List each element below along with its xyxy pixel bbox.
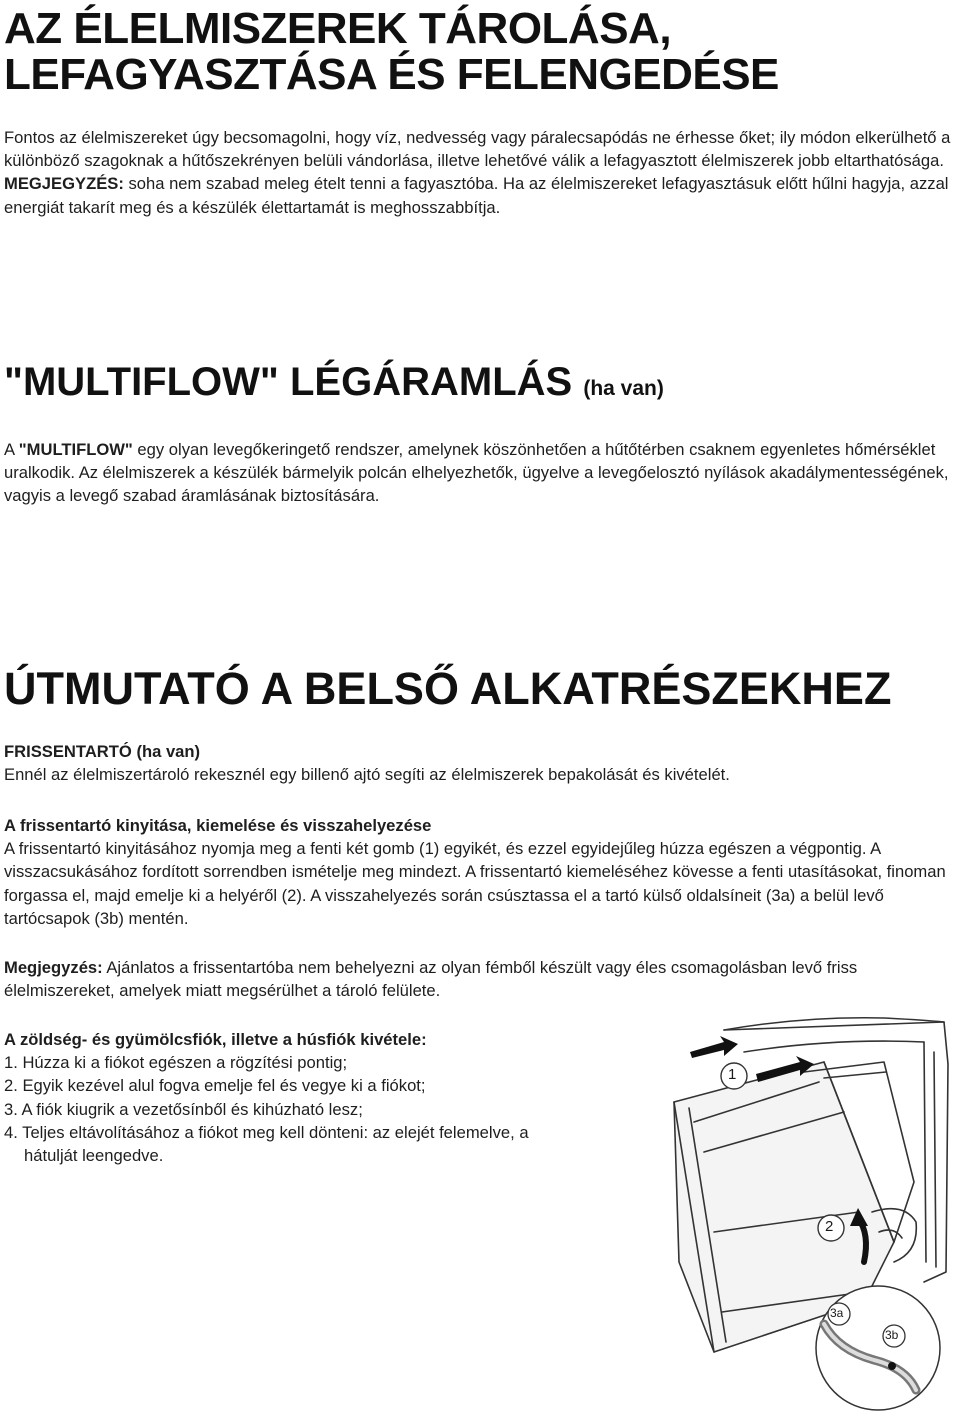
section-multiflow-heading <box>4 360 664 411</box>
list-item: 1. Húzza ki a fiókot egészen a rögzítési pontig; <box>4 1053 348 1073</box>
drawer-removal-title: A zöldség- és gyümölcsfiók, illetve a húsfiók kivétele: <box>4 1030 427 1049</box>
list-item: 3. A fiók kiugrik a vezetősínből és kihúzható lesz; <box>4 1099 363 1119</box>
multiflow-text-b: egy olyan levegőkeringető rendszer, amelynek köszönhetően a hűtőtérben csaknem egyenletes hőmérséklet uralkodik. Az élelmiszerek a készülék bármelyik polcán elhelyezhetők, ügyelve a levegőelosztó nyílások akadálymentességének, vagyis a levegő szabad áramlásának biztosítására. <box>4 440 949 506</box>
page-title-line-1: AZ ÉLELMISZEREK TÁROLÁSA, <box>4 4 672 53</box>
multiflow-title-suffix: (ha van) <box>583 377 664 400</box>
section-parts-body <box>4 740 954 786</box>
page-title-line-2: LEFAGYASZTÁSA ÉS FELENGEDÉSE <box>4 50 779 99</box>
document-page <box>4 0 956 1416</box>
freshbox-open-title: A frissentartó kinyitása, kiemelése és visszahelyezése <box>4 816 432 835</box>
freshbox-note-text: Ajánlatos a frissentartóba nem behelyezni az olyan fémből készült vagy éles csomagolásban levő friss élelmiszereket, amelyek miatt megsérülhet a tároló felülete. <box>4 958 858 1001</box>
section-parts-heading <box>4 664 891 714</box>
list-item: 4. Teljes eltávolításához a fiókot meg kell dönteni: az elejét felemelve, a hátulját leengedve. <box>4 1122 529 1166</box>
freshbox-open-text: A frissentartó kinyitásához nyomja meg a fenti két gomb (1) egyikét, és ezzel egyidejűleg húzza egészen a végpontig. A visszacsukásához fordított sorrendben ismételje meg mindezt. A frissentartó kiemeléséhez kövesse a fenti utasításokat, finoman forgassa el, majd emelje ki a helyéről (2). A visszahelyezés során csúsztassa el a tartó külső oldalsíneit (3a) a belül levő tartócsapok (3b) mentén. <box>4 839 946 928</box>
storage-note-paragraph <box>4 172 956 218</box>
label-1: 1 <box>728 1066 737 1083</box>
multiflow-title-text: "MULTIFLOW" LÉGÁRAMLÁS <box>4 360 573 404</box>
freshbox-title: FRISSENTARTÓ (ha van) <box>4 742 201 761</box>
drawer-steps-list <box>4 1051 564 1167</box>
freshbox-drawing <box>654 1012 960 1412</box>
drawer-removal <box>4 1028 564 1167</box>
storage-intro-paragraph: Fontos az élelmiszereket úgy becsomagolni, hogy víz, nedvesség vagy páralecsapódás ne érhesse őket; ily módon elkerülhető a különböző szagoknak a hűtőszekrényen belüli vándorlása, illetve lehetővé válik a lefagyasztott élelmiszerek jobb eltarthatósága. <box>4 128 951 171</box>
label-3a: 3a <box>830 1306 844 1320</box>
support-pin <box>888 1362 896 1370</box>
freshbox-text: Ennél az élelmiszertároló rekesznél egy billenő ajtó segíti az élelmiszerek bepakolását és kivételét. <box>4 765 730 785</box>
storage-note-text: soha nem szabad meleg ételt tenni a fagyasztóba. Ha az élelmiszereket lefagyasztásuk előtt hűlni hagyja, azzal energiát takarít meg és a készülék élettartamát is meghosszabbítja. <box>4 174 949 217</box>
freshbox-illustration <box>654 1012 960 1412</box>
parts-title: ÚTMUTATÓ A BELSŐ ALKATRÉSZEKHEZ <box>4 663 892 714</box>
freshbox-note-label: Megjegyzés: <box>4 958 103 977</box>
multiflow-text-a: A <box>4 440 19 459</box>
section-multiflow-body <box>4 438 954 508</box>
label-2: 2 <box>825 1218 834 1235</box>
multiflow-paragraph <box>4 438 954 508</box>
multiflow-bold: "MULTIFLOW" <box>18 440 133 459</box>
freshbox-note-paragraph <box>4 956 954 1002</box>
storage-note-label: MEGJEGYZÉS: <box>4 174 124 194</box>
list-item: 2. Egyik kezével alul fogva emelje fel és vegye ki a fiókot; <box>4 1076 426 1096</box>
freshbox-note <box>4 956 954 1002</box>
freshbox-instructions <box>4 814 954 930</box>
label-3b: 3b <box>885 1328 899 1342</box>
section-storage-title <box>4 6 779 98</box>
section-storage-body <box>4 126 956 219</box>
multiflow-title <box>4 360 664 411</box>
